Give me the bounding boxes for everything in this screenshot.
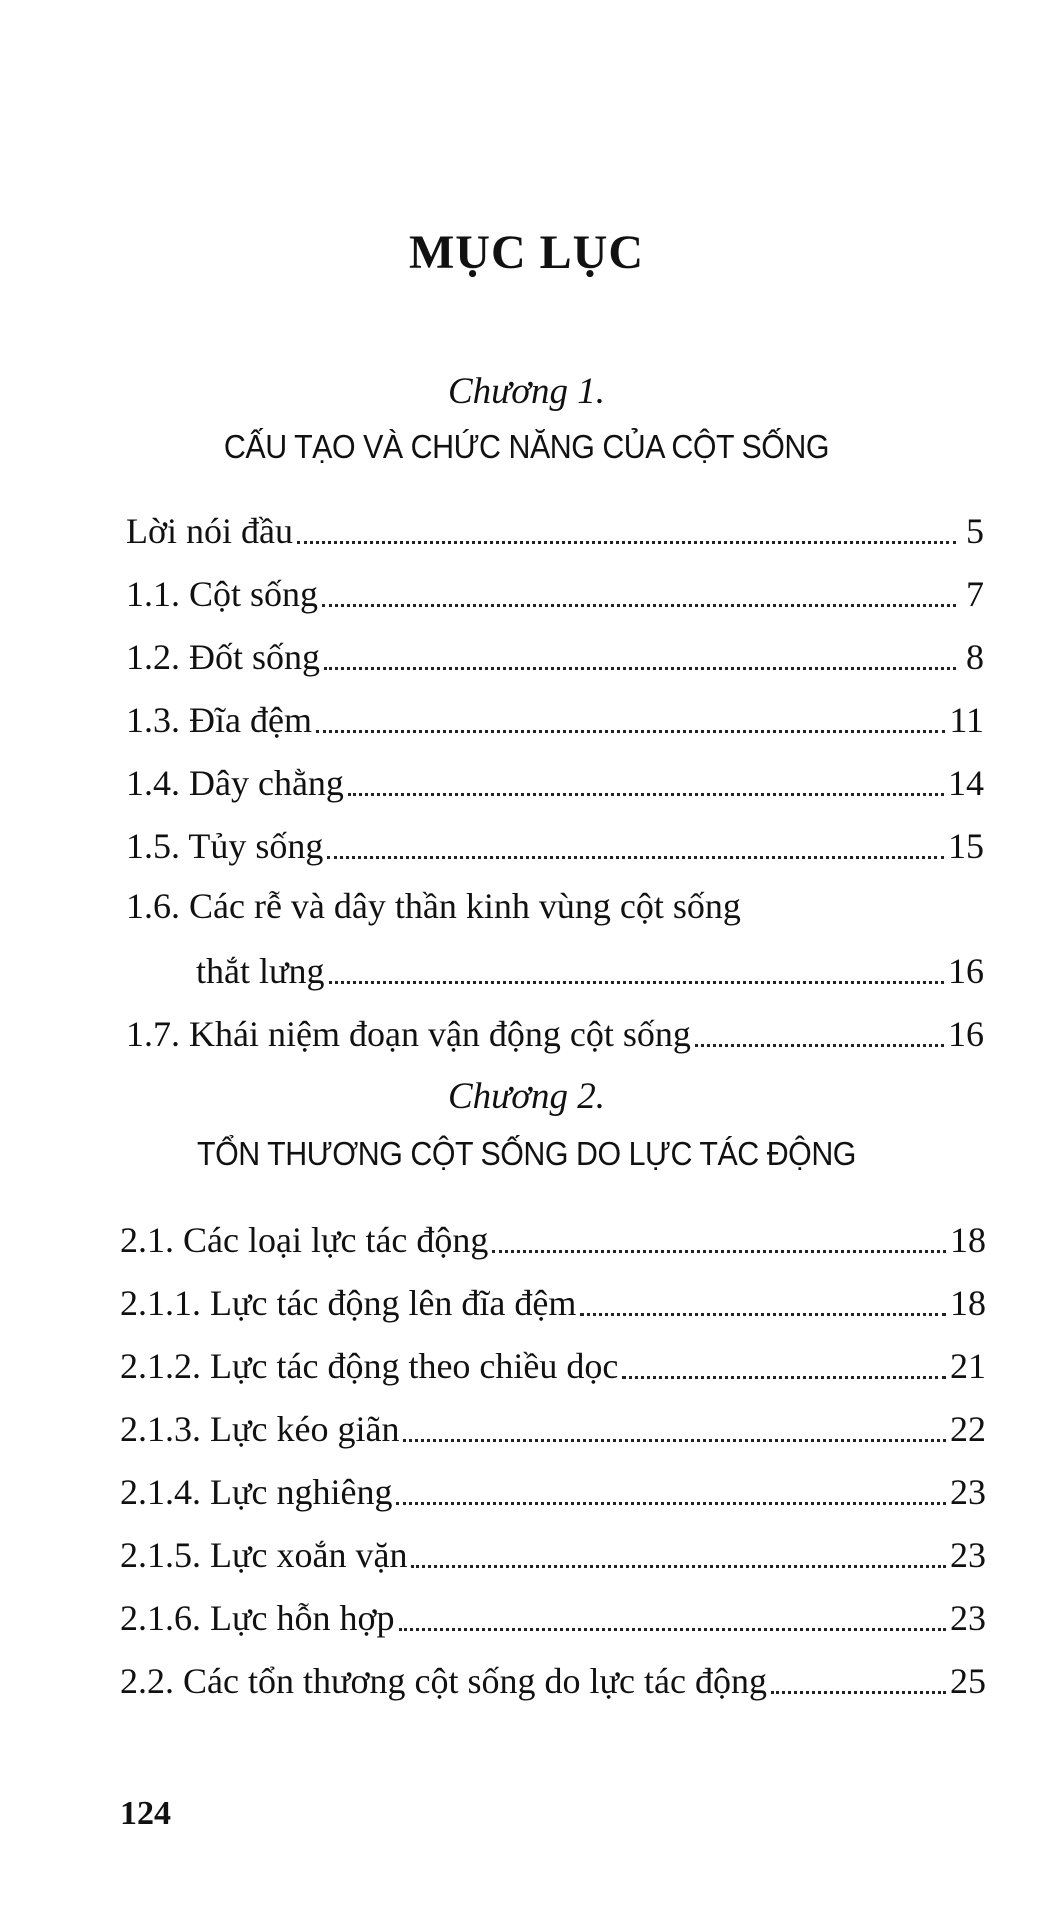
toc-entry-page: 18 <box>950 1220 986 1260</box>
dot-leader <box>324 667 956 670</box>
toc-entry-text: 1.7. Khái niệm đoạn vận động cột sống <box>126 1014 691 1054</box>
toc-entry-text: 2.1.6. Lực hỗn hợp <box>120 1598 395 1638</box>
toc-entry-page: 23 <box>950 1472 986 1512</box>
toc-entry-text: 1.2. Đốt sống <box>126 637 321 677</box>
toc-entry[interactable] <box>120 1527 986 1577</box>
toc-entry[interactable] <box>126 692 984 742</box>
toc-entry-text[interactable]: 1.6. Các rễ và dây thần kinh vùng cột sống <box>126 886 741 926</box>
toc-entry-page: 8 <box>966 637 984 677</box>
toc-entry-page: 7 <box>966 574 984 614</box>
dot-leader <box>322 604 956 607</box>
toc-entry-text: 2.1.5. Lực xoắn vặn <box>120 1535 408 1575</box>
toc-entry[interactable] <box>120 1590 986 1640</box>
toc-entry[interactable] <box>120 1338 986 1388</box>
dot-leader <box>580 1313 946 1316</box>
toc-entry[interactable] <box>126 1006 984 1056</box>
dot-leader <box>396 1502 946 1505</box>
dot-leader <box>695 1044 944 1047</box>
toc-entry-page: 25 <box>950 1661 986 1701</box>
toc-entry-page: 16 <box>948 951 984 991</box>
toc-entry-text: 2.1. Các loại lực tác động <box>120 1220 489 1260</box>
toc-entry[interactable] <box>120 1275 986 1325</box>
toc-entry[interactable] <box>126 566 984 616</box>
dot-leader <box>316 730 945 733</box>
page-number: 124 <box>120 1795 171 1832</box>
toc-entry-text: 2.1.4. Lực nghiêng <box>120 1472 393 1512</box>
toc-entry-page: 15 <box>948 826 984 866</box>
toc-entry-text: Lời nói đầu <box>126 511 294 551</box>
dot-leader <box>403 1439 946 1442</box>
toc-entry-page: 14 <box>948 763 984 803</box>
dot-leader <box>327 856 944 859</box>
dot-leader <box>399 1628 946 1631</box>
toc-entry-text: 2.1.2. Lực tác động theo chiều dọc <box>120 1346 619 1386</box>
toc-entry-page: 23 <box>950 1535 986 1575</box>
toc-entry-page: 11 <box>949 700 984 740</box>
toc-entry-continuation[interactable] <box>196 943 984 993</box>
toc-entry-text: thắt lưng <box>196 951 325 991</box>
toc-entry[interactable] <box>120 1212 986 1262</box>
toc-entry[interactable] <box>126 818 984 868</box>
toc-entry-text: 2.1.1. Lực tác động lên đĩa đệm <box>120 1283 577 1323</box>
chapter-2-title: TỔN THƯƠNG CỘT SỐNG DO LỰC TÁC ĐỘNG <box>197 1135 856 1172</box>
toc-entry[interactable] <box>126 503 984 553</box>
toc-entry[interactable] <box>126 755 984 805</box>
toc-entry-page: 16 <box>948 1014 984 1054</box>
dot-leader <box>622 1376 946 1379</box>
dot-leader <box>329 981 945 984</box>
dot-leader <box>492 1250 946 1253</box>
toc-entry-page: 18 <box>950 1283 986 1323</box>
toc-entry-page: 23 <box>950 1598 986 1638</box>
chapter-1-title: CẤU TẠO VÀ CHỨC NĂNG CỦA CỘT SỐNG <box>223 428 830 465</box>
toc-entry-page: 22 <box>950 1409 986 1449</box>
toc-entry-page: 21 <box>950 1346 986 1386</box>
toc-entry[interactable] <box>126 629 984 679</box>
chapter-1-label: Chương 1. <box>447 371 606 412</box>
toc-entry-text: 1.4. Dây chằng <box>126 763 344 803</box>
toc-entry-text: 1.5. Tủy sống <box>126 826 324 866</box>
dot-leader <box>411 1565 946 1568</box>
toc-entry[interactable] <box>120 1401 986 1451</box>
toc-entry-page: 5 <box>966 511 984 551</box>
toc-entry-text: 2.2. Các tổn thương cột sống do lực tác động <box>120 1661 767 1701</box>
dot-leader <box>297 541 956 544</box>
toc-entry-text: 1.3. Đĩa đệm <box>126 700 312 740</box>
chapter-2-label: Chương 2. <box>447 1076 606 1117</box>
page-title: MỤC LỤC <box>409 226 644 279</box>
toc-entry[interactable] <box>120 1653 986 1703</box>
toc-entry[interactable] <box>120 1464 986 1514</box>
dot-leader <box>771 1691 946 1694</box>
toc-entry-text: 2.1.3. Lực kéo giãn <box>120 1409 400 1449</box>
dot-leader <box>348 793 944 796</box>
toc-entry-text: 1.1. Cột sống <box>126 574 319 614</box>
